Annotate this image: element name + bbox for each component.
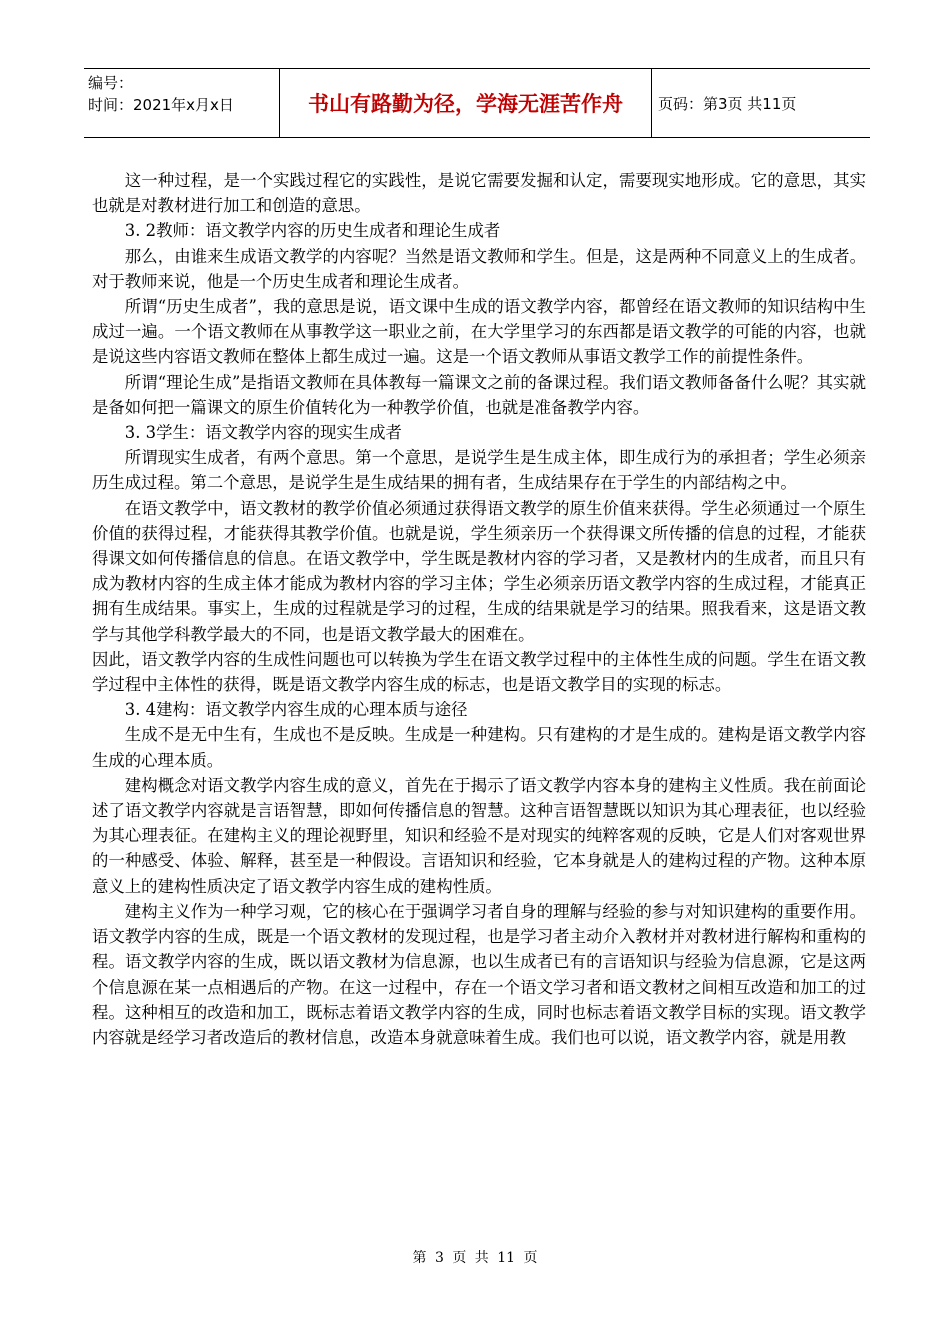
footer-ye: 页 xyxy=(523,1250,538,1266)
header-left-cell xyxy=(84,69,280,137)
page-header xyxy=(84,68,870,138)
paragraph: 建构概念对语文教学内容生成的意义，首先在于揭示了语文教学内容本身的建构主义性质。我在前面论述了语文教学内容就是言语智慧，即如何传播信息的智慧。这种言语智慧既以知识为其心理表征，也以经验为其心理表征。在建构主义的理论视野里，知识和经验不是对现实的纯粹客观的反映，它是人们对客观世界的一种感受、体验、解释，甚至是一种假设。言语知识和经验，它本身就是人的建构过程的产物。这种本原意义上的建构性质决定了语文教学内容生成的建构性质。 xyxy=(92,775,866,896)
footer-total-pages: 11 xyxy=(497,1250,516,1266)
footer-page-number: 3 xyxy=(434,1250,444,1266)
paragraph: 所谓现实生成者，有两个意思。第一个意思，是说学生是生成主体，即生成行为的承担者；学生必须亲历生成过程。第二个意思，是说学生是生成结果的拥有者，生成结果存在于学生的内部结构之中。 xyxy=(92,448,866,493)
document-body xyxy=(92,168,866,1050)
number-label: 编号： xyxy=(88,74,134,92)
paragraph: 在语文教学中，语文教材的教学价值必须通过获得语文教学的原生价值来获得。学生必须通过一个原生价值的获得过程，才能获得其教学价值。也就是说，学生须亲历一个获得课文所传播的信息的过程，才能获得课文如何传播信息的信息。在语文教学中，学生既是教材内容的学习者，又是教材内的生成者，而且只有成为教材内容的生成主体才能成为教材内容的学习主体；学生必须亲历语文教学内容的生成过程，才能真正拥有生成结果。事实上，生成的过程就是学习的过程，生成的结果就是学习的结果。照我看来，这是语文教学与其他学科教学最大的不同，也是语文教学最大的困难在。 xyxy=(92,498,866,644)
paragraph: 这一种过程，是一个实践过程它的实践性，是说它需要发掘和认定，需要现实地形成。它的意思，其实也就是对教材进行加工和创造的意思。 xyxy=(92,171,866,216)
footer-di: 第 xyxy=(412,1250,427,1266)
time-label: 时间：2021年x月x日 xyxy=(88,96,234,114)
page-footer xyxy=(0,1247,950,1267)
page-info: 页码：第3页 共11页 xyxy=(658,94,797,113)
section-heading: 3. 3学生：语文教学内容的现实生成者 xyxy=(124,423,402,443)
paragraph: 那么，由谁来生成语文教学的内容呢？当然是语文教师和学生。但是，这是两种不同意义上的生成者。对于教师来说，他是一个历史生成者和理论生成者。 xyxy=(92,246,866,291)
paragraph: 所谓“理论生成”是指语文教师在具体教每一篇课文之前的备课过程。我们语文教师备备什么呢？其实就是备如何把一篇课文的原生价值转化为一种教学价值，也就是准备教学内容。 xyxy=(92,372,866,417)
paragraph: 因此，语文教学内容的生成性问题也可以转换为学生在语文教学过程中的主体性生成的问题。学生在语文教学过程中主体性的获得，既是语文教学内容生成的标志，也是语文教学目的实现的标志。 xyxy=(92,649,866,695)
footer-gong: 共 xyxy=(474,1250,489,1266)
section-heading: 3. 2教师：语文教学内容的历史生成者和理论生成者 xyxy=(124,221,501,241)
paragraph: 生成不是无中生有，生成也不是反映。生成是一种建构。只有建构的才是生成的。建构是语文教学内容生成的心理本质。 xyxy=(92,725,866,770)
paragraph: 建构主义作为一种学习观，它的核心在于强调学习者自身的理解与经验的参与对知识建构的重要作用。语文教学内容的生成，既是一个语文教材的发现过程，也是学习者主动介入教材并对教材进行解构和重构的程。语文教学内容的生成，既以语文教材为信息源，也以生成者已有的言语知识与经验为信息源，它是这两个信息源在某一点相遇后的产物。在这一过程中，存在一个语文学习者和语文教材之间相互改造和加工的过程。这种相互的改造和加工，既标志着语文教学内容的生成，同时也标志着语文教学目标的实现。语文教学内容就是经学习者改造后的教材信息，改造本身就意味着生成。我们也可以说，语文教学内容，就是用教 xyxy=(92,901,866,1047)
paragraph: 所谓“历史生成者”，我的意思是说，语文课中生成的语文教学内容，都曾经在语文教师的知识结构中生成过一遍。一个语文教师在从事教学这一职业之前，在大学里学习的东西都是语文教学的可能的内容，也就是说这些内容语文教师在整体上都生成过一遍。这是一个语文教师从事语文教学工作的前提性条件。 xyxy=(92,297,866,367)
motto: 书山有路勤为径，学海无涯苦作舟 xyxy=(280,69,652,137)
section-heading: 3. 4建构：语文教学内容生成的心理本质与途径 xyxy=(124,700,468,720)
footer-ye: 页 xyxy=(452,1250,467,1266)
